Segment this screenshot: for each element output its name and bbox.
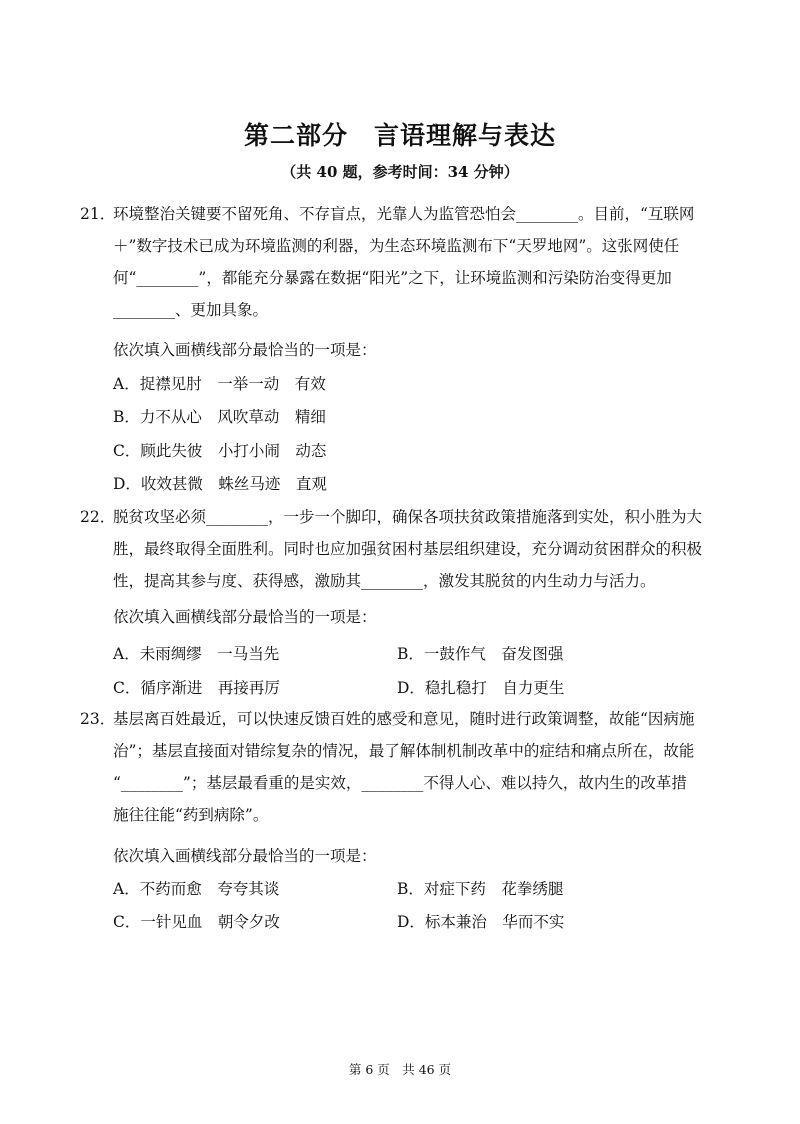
section-subtitle: （共 40 题，参考时间：34 分钟） [281,163,519,181]
stem-line: 脱贫攻坚必须________，一步一个脚印，确保各项扶贫政策措施落到实处，积小胜为大 [113,508,703,526]
stem-line: 何“________”，都能充分暴露在数据“阳光”之下，让环境监测和污染防治变得更加 [113,269,672,287]
stem-line: 基层离百姓最近，可以快速反馈百姓的感受和意见，随时进行政策调整，故能“因病施 [113,710,695,728]
stem-line: 治”；基层直接面对错综复杂的情况，最了解体制机制改革中的症结和痛点所在，故能 [113,742,695,760]
stem-line: 环境整治关键要不留死角、不存盲点，光靠人为监管恐怕会________。目前，“互联网 [113,205,695,223]
question-22 [80,501,730,597]
question-21 [80,198,730,326]
option-a[interactable]: A．未雨绸缪 一马当先 [113,645,280,663]
question-stem [113,703,730,831]
option-c[interactable]: C．一针见血 朝令夕改 [113,913,280,931]
question-23 [80,703,730,831]
option-d[interactable]: D．稳扎稳打 自力更生 [397,679,565,697]
question-stem [113,501,730,597]
stem-line: “________”；基层最看重的是实效，________不得人心、难以持久，故内生的改革措 [113,774,687,792]
option-b[interactable]: B．对症下药 花拳绣腿 [397,880,564,898]
option-d[interactable]: D．标本兼治 华而不实 [397,913,565,931]
question-instruction: 依次填入画横线部分最恰当的一项是： [113,341,377,359]
stem-line: 胜，最终取得全面胜利。同时也应加强贫困村基层组织建设，充分调动贫困群众的积极 [113,540,703,558]
option-c[interactable]: C．循序渐进 再接再厉 [113,679,280,697]
stem-line: 施往往能“药到病除”。 [113,806,269,824]
stem-line: ________、更加具象。 [113,301,269,319]
option-b[interactable]: B．力不从心 风吹草动 精细 [113,408,326,426]
question-number: 22． [80,508,116,526]
stem-line: ＋”数字技术已成为环境监测的利器，为生态环境监测布下“天罗地网”。这张网使任 [113,237,680,255]
stem-line: 性，提高其参与度、获得感，激励其________，激发其脱贫的内生动力与活力。 [113,572,656,590]
question-instruction: 依次填入画横线部分最恰当的一项是： [113,608,377,626]
option-d[interactable]: D．收效甚微 蛛丝马迹 直观 [113,475,327,493]
option-a[interactable]: A．不药而愈 夸夸其谈 [113,880,280,898]
option-c[interactable]: C．顾此失彼 小打小闹 动态 [113,442,327,460]
question-stem [113,198,730,326]
page-footer: 第 6 页 共 46 页 [348,1062,452,1077]
question-number: 21． [80,205,116,223]
option-b[interactable]: B．一鼓作气 奋发图强 [397,645,564,663]
question-number: 23． [80,710,116,728]
option-a[interactable]: A．捉襟见肘 一举一动 有效 [113,375,326,393]
section-title: 第二部分 言语理解与表达 [243,121,556,150]
question-instruction: 依次填入画横线部分最恰当的一项是： [113,847,377,865]
